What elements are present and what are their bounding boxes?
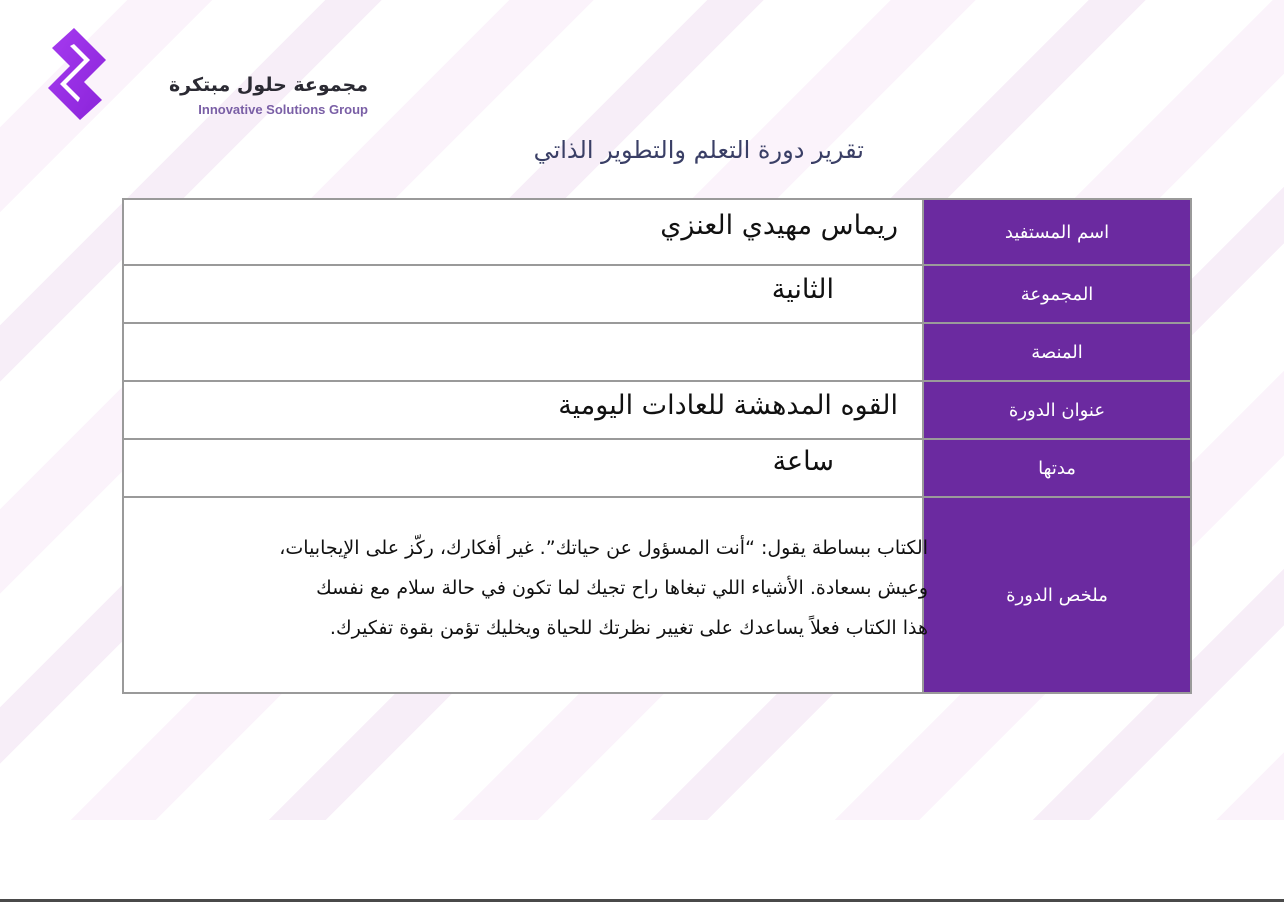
brand-logo bbox=[44, 24, 368, 124]
duration-cell bbox=[124, 440, 922, 496]
logo-mark-icon bbox=[44, 24, 124, 124]
beneficiary-name-value: ريماس مهيدي العنزي bbox=[660, 210, 898, 241]
group-cell bbox=[124, 266, 922, 322]
beneficiary-name-label: اسم المستفيد bbox=[922, 200, 1190, 264]
page-title: تقرير دورة التعلم والتطوير الذاتي bbox=[533, 136, 864, 164]
course-title-label: عنوان الدورة bbox=[922, 382, 1190, 438]
duration-value: ساعة bbox=[772, 446, 834, 477]
course-summary-text bbox=[70, 528, 928, 648]
brand-name-english: Innovative Solutions Group bbox=[198, 102, 368, 117]
beneficiary-name-cell bbox=[124, 200, 922, 264]
platform-label: المنصة bbox=[922, 324, 1190, 380]
table-row bbox=[124, 200, 1190, 266]
table-row bbox=[124, 324, 1190, 382]
table-row bbox=[124, 382, 1190, 440]
table-row bbox=[124, 440, 1190, 498]
course-title-value: القوه المدهشة للعادات اليومية bbox=[558, 390, 898, 421]
summary-line: وعيش بسعادة. الأشياء اللي تبغاها راح تجيك لما تكون في حالة سلام مع نفسك bbox=[316, 577, 928, 599]
summary-label: ملخص الدورة bbox=[922, 498, 1190, 692]
duration-label: مدتها bbox=[922, 440, 1190, 496]
course-title-cell bbox=[124, 382, 922, 438]
platform-cell bbox=[124, 324, 922, 380]
brand-name-arabic: مجموعة حلول مبتكرة bbox=[168, 74, 368, 96]
table-row bbox=[124, 266, 1190, 324]
group-value: الثانية bbox=[771, 274, 834, 305]
summary-line: هذا الكتاب فعلاً يساعدك على تغيير نظرتك للحياة ويخليك تؤمن بقوة تفكيرك. bbox=[329, 617, 928, 639]
summary-line: الكتاب ببساطة يقول: “أنت المسؤول عن حياتك”. غير أفكارك، ركّز على الإيجابيات، bbox=[279, 537, 928, 559]
group-label: المجموعة bbox=[922, 266, 1190, 322]
